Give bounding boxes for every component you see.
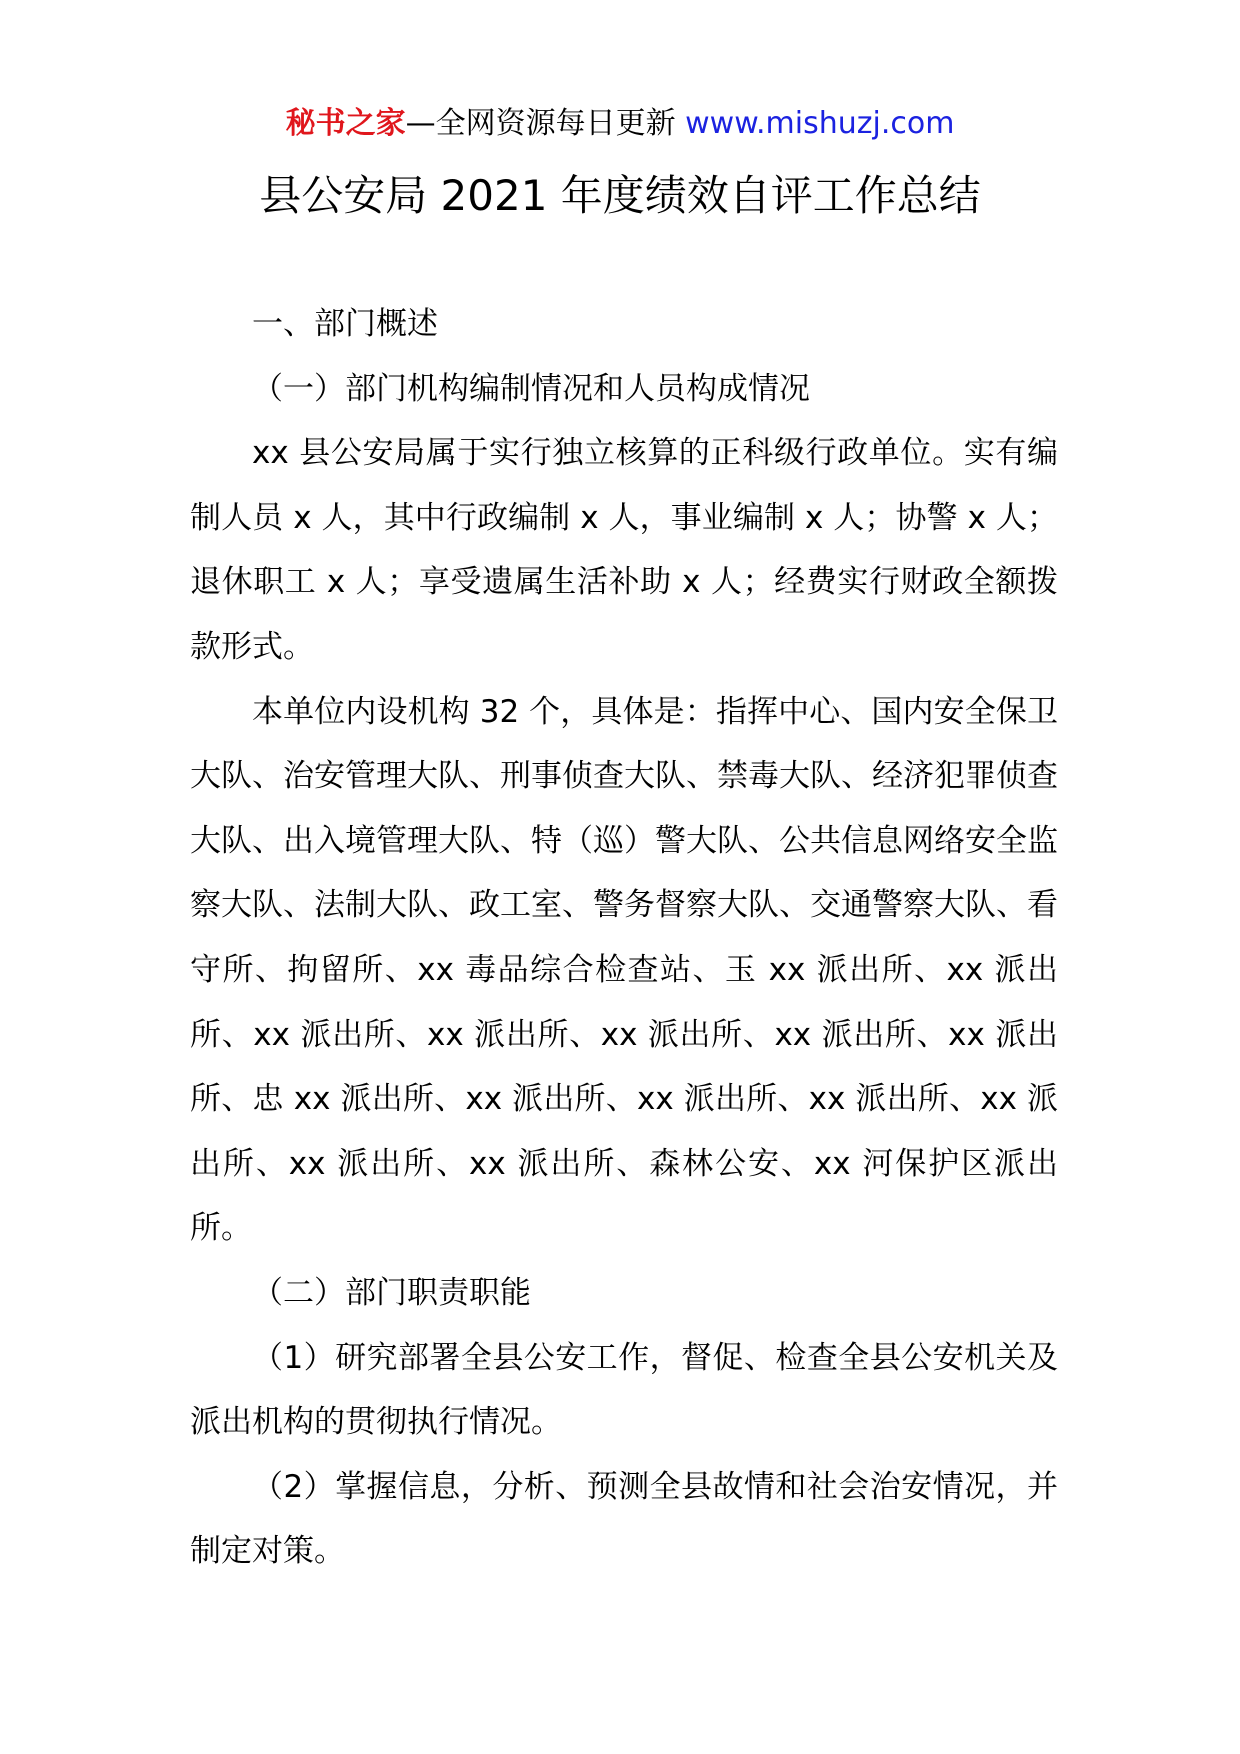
- brand-name: 秘书之家: [285, 106, 406, 141]
- site-url-link[interactable]: www.mishuzj.com: [685, 106, 955, 141]
- subsection-heading-duties: （二）部门职责职能: [252, 1274, 531, 1311]
- paragraph-duty-2: （2）掌握信息，分析、预测全县故情和社会治安情况，并制定对策。: [190, 1468, 1058, 1570]
- paragraph-internal-units: 本单位内设机构 32 个，具体是：指挥中心、国内安全保卫大队、治安管理大队、刑事侦查大队、禁毒大队、经济犯罪侦查大队、出入境管理大队、特（巡）警大队、公共信息网络安全监察大队、法制大队、政工室、警务督察大队、交通警察大队、看守所、拘留所、xx 毒品综合检查站、玉 xx 派出所、xx 派出所、xx 派出所、xx 派出所、xx 派出所、xx 派出所、xx 派出所、忠 xx 派出所、xx 派出所、xx 派出所、xx 派出所、xx 派出所、xx 派出所、xx 派出所、森林公安、xx 河保护区派出所。: [190, 693, 1058, 1247]
- paragraph-duty-1: （1）研究部署全县公安工作，督促、检查全县公安机关及派出机构的贯彻执行情况。: [190, 1339, 1058, 1441]
- site-header: [0, 102, 1240, 146]
- subsection-heading-staffing: （一）部门机构编制情况和人员构成情况: [252, 370, 810, 407]
- document-body: [190, 292, 1058, 1584]
- header-tagline: —全网资源每日更新: [405, 106, 686, 141]
- section-heading-overview: 一、部门概述: [252, 306, 438, 342]
- paragraph-staffing: xx 县公安局属于实行独立核算的正科级行政单位。实有编制人员 x 人，其中行政编制 x 人，事业编制 x 人；协警 x 人；退休职工 x 人；享受遗属生活补助 x 人；经费实行财政全额拨款形式。: [190, 435, 1058, 665]
- document-title: 县公安局 2021 年度绩效自评工作总结: [259, 171, 981, 220]
